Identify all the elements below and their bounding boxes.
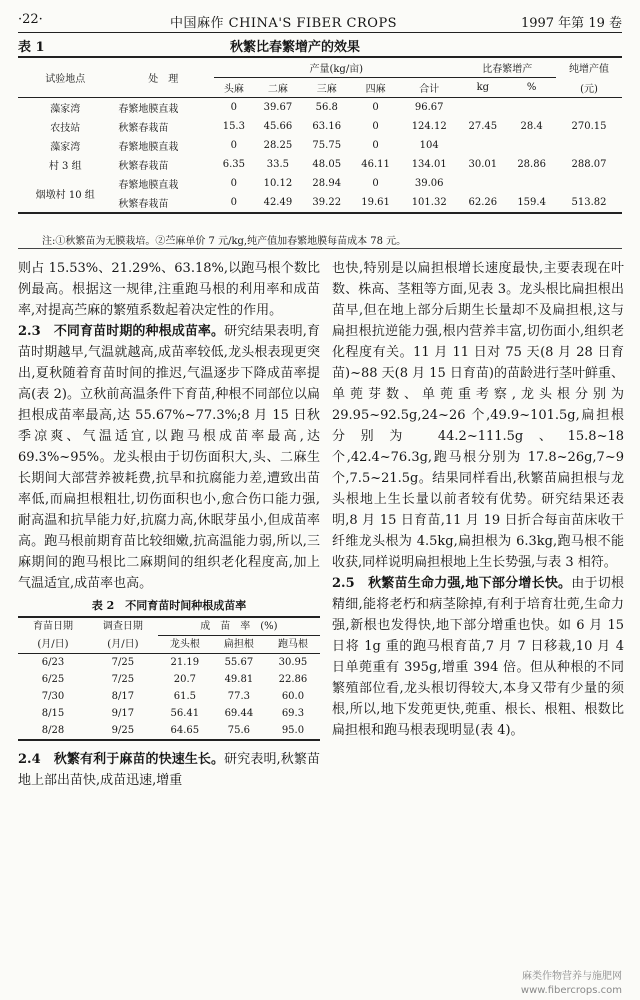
table1-cell: 28.94 bbox=[312, 178, 342, 189]
table2-header-date1-unit: (月/日) bbox=[37, 638, 69, 650]
table2-cell: 75.6 bbox=[227, 725, 251, 736]
watermark-text: 麻类作物营养与施肥网 bbox=[522, 971, 622, 982]
table1-cell: 39.67 bbox=[263, 102, 293, 113]
table1-cell: 46.11 bbox=[361, 159, 390, 170]
table1-cell bbox=[556, 136, 622, 155]
table2 bbox=[18, 616, 320, 741]
table1-treatment: 春繁地膜直栽 bbox=[118, 180, 179, 191]
section-divider bbox=[18, 248, 622, 249]
table1-cell: 0 bbox=[230, 197, 238, 208]
table1-cell bbox=[458, 98, 507, 118]
table1-cell: 101.32 bbox=[411, 197, 447, 208]
table1-cell: 15.3 bbox=[222, 121, 245, 132]
table1-cell bbox=[507, 98, 556, 118]
table2-cell: 69.44 bbox=[224, 708, 254, 719]
page-number: ·22· bbox=[18, 12, 43, 27]
section-2-4 bbox=[18, 749, 320, 791]
journal-name: 中国麻作 CHINA'S FIBER CROPS bbox=[170, 16, 398, 31]
table1-cell: 62.26 bbox=[468, 197, 498, 208]
table-row bbox=[18, 722, 320, 740]
table1-header-value: 纯增产值 bbox=[569, 64, 610, 76]
table1-cell: 270.15 bbox=[571, 121, 607, 132]
table-row bbox=[18, 705, 320, 722]
table1-treatment: 秋繁春栽苗 bbox=[118, 161, 169, 172]
table1-cell bbox=[556, 98, 622, 118]
volume-info: 1997 年第 19 卷 bbox=[520, 16, 622, 31]
table-row bbox=[18, 671, 320, 688]
table1-cell: 63.16 bbox=[312, 121, 342, 132]
table2-header-date1: 育苗日期 bbox=[32, 621, 73, 633]
table1-cell: 10.12 bbox=[263, 178, 293, 189]
table1-cell: 39.06 bbox=[414, 178, 444, 189]
table2-title: 表 2 不同育苗时间种根成苗率 bbox=[91, 599, 247, 612]
table1-cell: 6.35 bbox=[222, 159, 245, 170]
table1-note: 注:①秋繁苗为无膜栽培。②苎麻单价 7 元/kg,纯产值加春繁地膜每苗成本 78 元。 bbox=[42, 236, 407, 247]
table2-header-rate: 成 苗 率 (%) bbox=[158, 617, 320, 636]
header-rule bbox=[18, 32, 622, 33]
table1-site: 藻家湾 bbox=[50, 104, 81, 115]
table1-site: 藻家湾 bbox=[50, 142, 81, 153]
table2-cell: 77.3 bbox=[227, 691, 251, 702]
table1-header-treatment: 处 理 bbox=[112, 57, 214, 98]
table2-subheader: 龙头根 bbox=[169, 639, 200, 650]
table2-cell: 21.19 bbox=[170, 657, 200, 668]
section-heading: 2.3 不同育苗时期的种根成苗率。 bbox=[18, 324, 225, 339]
table1-treatment: 春繁地膜直栽 bbox=[118, 142, 179, 153]
table1-cell: 45.66 bbox=[263, 121, 293, 132]
section-body: 由于切根精细,能将老朽和病茎除掉,有利于培育壮蔸,生命力强,新根也发得快,地下部分增重也快。如 6 月 15 日将 1g 重的跑马根育苗,7 月 7 日移栽,10 月 4 日单蔸重有 395g,增重 394 倍。但从种根的不同繁殖部位看,龙头根切得较大,本身又带有少量的须根,所以,地下发蔸更快,蔸重、根长、根粗、根数比扁担根和跑马根表现明显(表 4)。 bbox=[332, 576, 624, 738]
table-row bbox=[18, 98, 622, 118]
table2-cell: 7/25 bbox=[111, 674, 135, 685]
table2-cell: 8/17 bbox=[111, 691, 135, 702]
table1-cell: 48.05 bbox=[312, 159, 342, 170]
table2-cell: 60.0 bbox=[281, 691, 305, 702]
table-row bbox=[18, 688, 320, 705]
table2-cell: 7/30 bbox=[41, 691, 65, 702]
paragraph: 则占 15.53%、21.29%、63.18%,以跑马根个数比例最高。根据这一规律,注重跑马根的利用率和成苗率,对提高苎麻的繁殖系数起着决定性的作用。 bbox=[18, 261, 320, 318]
table-row bbox=[18, 174, 622, 193]
table2-cell: 6/25 bbox=[41, 674, 65, 685]
table1-header-site: 试验地点 bbox=[18, 57, 112, 98]
table2-cell: 55.67 bbox=[224, 657, 254, 668]
table-row bbox=[18, 155, 622, 174]
table1-subheader: 合计 bbox=[419, 84, 440, 95]
table1-cell: 27.45 bbox=[468, 121, 498, 132]
table1-cell: 75.75 bbox=[312, 140, 342, 151]
section-2-3 bbox=[18, 321, 320, 594]
table2-cell: 49.81 bbox=[224, 674, 254, 685]
table-row bbox=[18, 136, 622, 155]
table2-cell: 9/17 bbox=[111, 708, 135, 719]
table1-cell: 104 bbox=[419, 140, 439, 151]
paragraph: 也快,特别是以扁担根增长速度最快,主要表现在叶数、株高、茎粗等方面,见表 3。龙头根比扁担根出苗早,但在地上部分后期生长量却不及扁担根,这与扁担根抗逆能力强,根内营养丰富,切伤面小,组织老化程度有关。11 月 11 日对 75 天(8 月 28 日育苗)~88 天(8 月 15 日育苗)的苗龄进行茎叶鲜重、单蔸芽数、单蔸重考察,龙头根分别为 29.95~92.5g,24~26 个,49.9~101.5g,扁担根分别为 44.2~111.5g、15.8~18 个,42.4~76.3g,跑马根分别为 17.8~26g,7~9 个,7.5~21.5g。结果同样看出,秋繁苗扁担根与龙头根地上生长量以前者较有优势。研究结果还表明,8 月 15 日育苗,11 月 19 日折合每亩苗床收干纤维龙头根为 4.5kg,扁担根为 6.3kg,跑马根不能收获,同样说明扁担根地上生长势强,与表 3 相符。 bbox=[332, 261, 624, 570]
table1 bbox=[18, 56, 622, 214]
table2-subheader: 扁担根 bbox=[223, 639, 254, 650]
table1-cell: 0 bbox=[372, 140, 379, 151]
table1-cell: 96.67 bbox=[414, 102, 444, 113]
table1-cell: 19.61 bbox=[361, 197, 390, 208]
table2-cell: 95.0 bbox=[281, 725, 305, 736]
table2-cell: 56.41 bbox=[170, 708, 200, 719]
watermark-url: www.fibercrops.com bbox=[520, 985, 622, 996]
table1-cell: 39.22 bbox=[312, 197, 342, 208]
table1-cell: 42.49 bbox=[263, 197, 293, 208]
table2-cell: 9/25 bbox=[111, 725, 135, 736]
section-heading: 2.4 秋繁有利于麻苗的快速生长。 bbox=[18, 752, 225, 767]
table1-cell bbox=[458, 174, 507, 193]
table1-label: 表 1 bbox=[18, 40, 45, 55]
table2-cell: 7/25 bbox=[111, 657, 135, 668]
table2-cell: 6/23 bbox=[41, 657, 65, 668]
table1-title: 秋繁比春繁增产的效果 bbox=[230, 40, 361, 55]
table1-cell: 30.01 bbox=[468, 159, 498, 170]
table2-cell: 22.86 bbox=[278, 674, 308, 685]
table1-cell: 33.5 bbox=[266, 159, 290, 170]
table1-subheader: 头麻 bbox=[223, 84, 244, 95]
table1-site: 农技站 bbox=[50, 123, 81, 134]
table2-cell: 64.65 bbox=[170, 725, 200, 736]
table1-header-yield: 产量(kg/亩) bbox=[214, 57, 458, 78]
section-2-5 bbox=[332, 573, 624, 741]
table1-cell: 0 bbox=[372, 102, 379, 113]
table1-cell: 28.25 bbox=[263, 140, 293, 151]
table1-cell: 0 bbox=[372, 178, 379, 189]
table2-header-date2-unit: (月/日) bbox=[107, 638, 139, 650]
table1-cell: 288.07 bbox=[571, 159, 607, 170]
table1-cell: 134.01 bbox=[411, 159, 447, 170]
left-column bbox=[18, 258, 320, 791]
table2-header-date2: 调查日期 bbox=[102, 621, 143, 633]
table2-cell: 8/15 bbox=[41, 708, 65, 719]
table1-cell bbox=[556, 174, 622, 193]
section-heading: 2.5 秋繁苗生命力强,地下部分增长快。 bbox=[332, 576, 572, 591]
table1-treatment: 秋繁春栽苗 bbox=[118, 123, 169, 134]
table2-subheader: 跑马根 bbox=[277, 639, 308, 650]
table1-cell: 513.82 bbox=[571, 197, 607, 208]
section-body: 研究结果表明,育苗时期越早,气温就越高,成苗率较低,龙头根表现更突出,夏秋随着育苗时间的推迟,气温逐步下降成苗率提高(表 2)。立秋前高温条件下育苗,种根不同部位以扁担根成苗率最高,达 55.67%~77.3%;8 月 15 日秋季凉爽、气温适宜,以跑马根成苗率最高,达 69.3%~95%。龙头根由于切伤面积大,头、二麻生长期间大部营养被耗费,抗旱和抗腐能力差,遭致出苗率低,而扁担根粗壮,切伤面积也小,愈合伤口能力强,耐高温和抗旱能力好,抗腐力高,休眠芽虽小,但成苗率高。跑马根前期育苗比较细嫩,抗高温能力弱,所以,三麻期间的跑马根比二麻期间的组织老化程度高,加上气温适宜,成苗率也高。 bbox=[18, 324, 320, 591]
table2-cell: 30.95 bbox=[278, 657, 308, 668]
table1-cell: 0 bbox=[230, 140, 238, 151]
table1-subheader: % bbox=[526, 82, 537, 93]
table1-cell bbox=[458, 136, 507, 155]
table1-treatment: 秋繁春栽苗 bbox=[118, 199, 169, 210]
table1-cell: 0 bbox=[230, 178, 238, 189]
table1-subheader: 四麻 bbox=[365, 84, 386, 95]
table1-header-increase: 比春繁增产 bbox=[458, 57, 556, 78]
table2-cell: 8/28 bbox=[41, 725, 65, 736]
table2-cell: 61.5 bbox=[173, 691, 196, 702]
table1-cell bbox=[507, 174, 556, 193]
table1-subheader: kg bbox=[476, 82, 490, 93]
table-row bbox=[18, 117, 622, 136]
table1-cell: 124.12 bbox=[411, 121, 447, 132]
table1-cell: 28.4 bbox=[520, 121, 543, 132]
table2-cell: 20.7 bbox=[173, 674, 196, 685]
table1-cell: 0 bbox=[230, 102, 238, 113]
table1-cell: 159.4 bbox=[517, 197, 546, 208]
table1-treatment: 春繁地膜直栽 bbox=[118, 104, 179, 115]
right-column bbox=[332, 258, 624, 741]
page-header bbox=[18, 8, 622, 30]
table1-cell bbox=[507, 136, 556, 155]
table1-subheader: 二麻 bbox=[267, 84, 288, 95]
table1-site: 烟墩村 10 组 bbox=[35, 189, 95, 201]
table1-cell: 56.8 bbox=[315, 102, 338, 113]
table-row bbox=[18, 654, 320, 672]
table1-cell: 0 bbox=[372, 121, 379, 132]
table1-subheader: 三麻 bbox=[316, 84, 337, 95]
section-body: 研究表明,秋繁苗地上部出苗快,成苗迅速,增重 bbox=[18, 752, 320, 788]
table1-cell: 28.86 bbox=[517, 159, 546, 170]
table1-site: 村 3 组 bbox=[48, 161, 82, 172]
table1-subheader: (元) bbox=[580, 83, 598, 95]
table2-cell: 69.3 bbox=[281, 708, 305, 719]
